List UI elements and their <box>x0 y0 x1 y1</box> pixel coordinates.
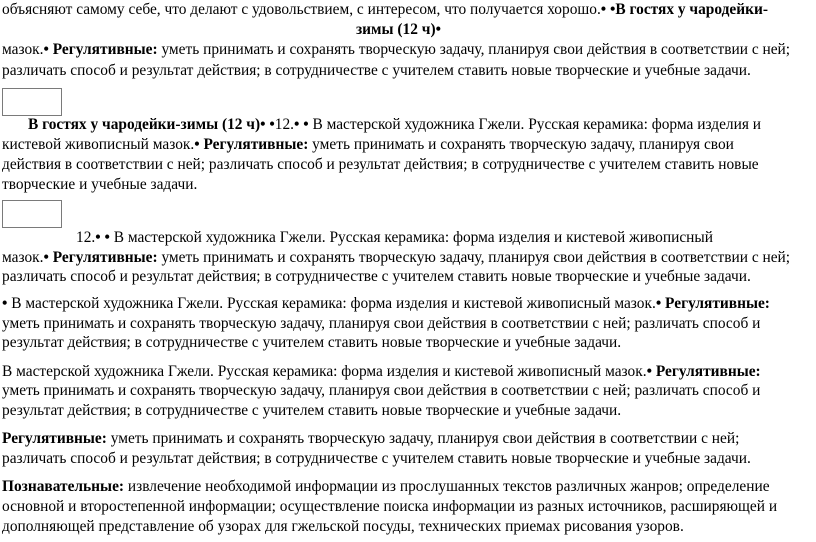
p1-text: мазок. <box>2 41 44 58</box>
p2-line-4 <box>2 175 197 194</box>
p6-text: различать способ и результат действия; в сотрудничестве с учителем ставить новые творческие и учебные задачи. <box>2 450 751 467</box>
item-number: 12. <box>274 116 294 133</box>
empty-box <box>2 200 62 228</box>
p2-line-2 <box>2 135 734 154</box>
bullet-icon: • <box>43 249 49 266</box>
p1-line-3 <box>2 40 790 59</box>
p3-line-2 <box>2 248 790 267</box>
bullet-icon: • • <box>600 1 616 18</box>
p1-text: различать способ и результат действия; в сотрудничестве с учителем ставить новые творческие и учебные задачи. <box>2 62 751 79</box>
label-regulative: Регулятивные: <box>48 41 158 58</box>
p7-line-2 <box>2 497 777 516</box>
p3-text: уметь принимать и сохранять творческую задачу, планируя свои действия в соответствии с ней; <box>157 249 791 266</box>
p4-text: результат действия; в сотрудничестве с учителем ставить новые творческие и учебные задачи. <box>2 334 622 351</box>
label-regulative: Регулятивные: <box>48 249 158 266</box>
p5-line-2 <box>2 381 760 400</box>
p2-text: уметь принимать и сохранять творческую задачу, планируя свои <box>308 136 734 153</box>
p3-line-1 <box>76 228 713 247</box>
p3-text: В мастерской художника Гжели. Русская керамика: форма изделия и кистевой живописный <box>109 229 713 246</box>
bullet-icon: • <box>194 136 200 153</box>
p6-line-1 <box>2 429 739 448</box>
p1-text: объясняют самому себе, что делают с удовольствием, с интересом, что получается хорошо. <box>2 1 601 18</box>
bullet-icon: • <box>435 21 441 38</box>
label-regulative: Регулятивные: <box>2 430 107 447</box>
p2-line-1 <box>28 115 761 134</box>
p2-heading: В гостях у чародейки-зимы (12 ч) <box>28 116 261 133</box>
p1-heading: В гостях у чародейки- <box>615 1 768 18</box>
bullet-icon: • • <box>260 116 275 133</box>
p1-text: уметь принимать и сохранять творческую задачу, планируя свои действия в соответствии с ней; <box>157 41 791 58</box>
p7-text: основной и второстепенной информации; осуществление поиска информации из разных источников, расширяющей и <box>2 498 778 515</box>
p2-text: В мастерской художника Гжели. Русская керамика: форма изделия и <box>308 116 761 133</box>
p4-line-2 <box>2 314 760 333</box>
bullet-icon: • • <box>294 116 309 133</box>
p4-line-3 <box>2 333 621 352</box>
empty-box <box>2 88 62 116</box>
p7-line-3 <box>2 517 684 536</box>
label-regulative: Регулятивные: <box>651 363 761 380</box>
p2-line-3 <box>2 155 759 174</box>
p5-line-3 <box>2 401 621 420</box>
bullet-icon: • • <box>95 229 110 246</box>
p3-text: различать способ и результат действия; в сотрудничестве с учителем ставить новые творческие и учебные задачи. <box>2 268 751 285</box>
p1-line-2 <box>356 20 441 39</box>
p6-text: уметь принимать и сохранять творческую задачу, планируя свои действия в соответствии с ней; <box>106 430 740 447</box>
p7-text: извлечение необходимой информации из прослушанных текстов различных жанров; определение <box>124 478 770 495</box>
p5-line-1 <box>2 362 761 381</box>
label-regulative: Регулятивные: <box>661 295 770 312</box>
p4-text: уметь принимать и сохранять творческую задачу, планируя свои действия в соответствии с ней; различать способ и <box>2 315 761 332</box>
bullet-icon: • <box>2 295 8 312</box>
p6-line-2 <box>2 449 751 468</box>
p1-line-4 <box>2 61 751 80</box>
p4-text: В мастерской художника Гжели. Русская керамика: форма изделия и кистевой живописный мазок. <box>7 295 656 312</box>
p5-text: В мастерской художника Гжели. Русская керамика: форма изделия и кистевой живописный мазок. <box>2 363 647 380</box>
label-regulative: Регулятивные: <box>199 136 309 153</box>
p1-line-1 <box>2 0 768 19</box>
p3-line-3 <box>2 267 751 286</box>
p2-text: действия в соответствии с ней; различать способ и результат действия; в сотрудничестве с учителем ставить новые <box>2 156 759 173</box>
p7-text: дополняющей представление об узорах для гжельской посуды, технических приемах рисования узоров. <box>2 518 684 535</box>
label-cognitive: Познавательные: <box>2 478 125 495</box>
bullet-icon: • <box>655 295 662 312</box>
p1-heading-cont: зимы (12 ч) <box>356 21 436 38</box>
p5-text: уметь принимать и сохранять творческую задачу, планируя свои действия в соответствии с ней; различать способ и <box>2 382 761 399</box>
p3-text: мазок. <box>2 249 44 266</box>
bullet-icon: • <box>646 363 652 380</box>
p7-line-1 <box>2 477 770 496</box>
item-number: 12. <box>76 229 96 246</box>
p2-text: кистевой живописный мазок. <box>2 136 195 153</box>
p5-text: результат действия; в сотрудничестве с учителем ставить новые творческие и учебные задачи. <box>2 402 622 419</box>
p4-line-1 <box>2 294 770 313</box>
bullet-icon: • <box>43 41 49 58</box>
p2-text: творческие и учебные задачи. <box>2 176 198 193</box>
